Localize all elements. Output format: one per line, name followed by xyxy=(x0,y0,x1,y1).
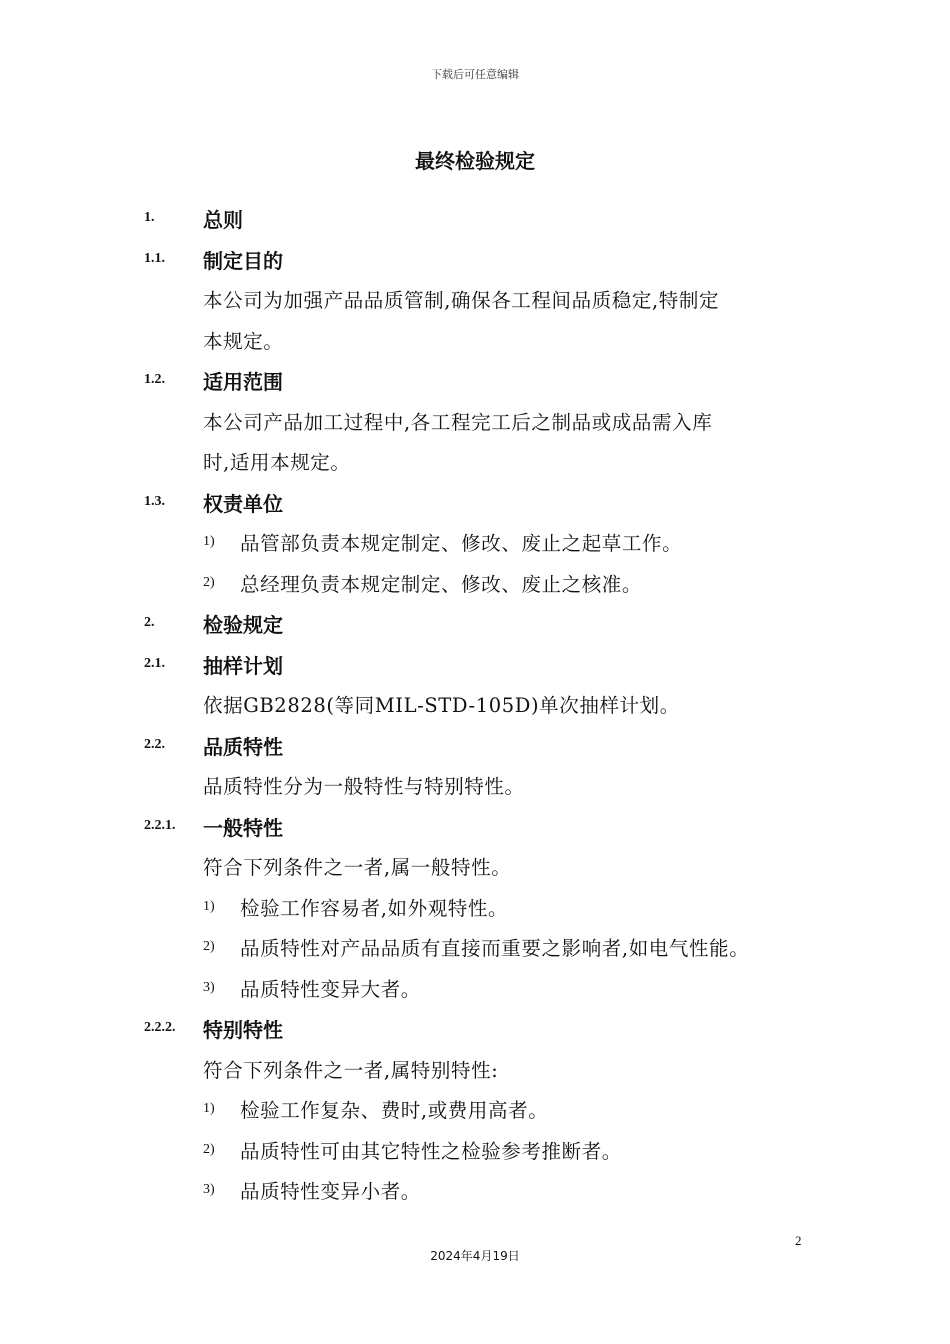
list-item xyxy=(144,927,844,968)
list-item-text: 品质特性对产品品质有直接而重要之影响者,如电气性能。 xyxy=(240,937,750,960)
list-item-number: 1) xyxy=(203,1101,215,1116)
list-item-text: 检验工作容易者,如外观特性。 xyxy=(240,896,509,920)
section-title: 品质特性 xyxy=(203,734,283,759)
section-number: 1.3. xyxy=(144,493,165,509)
list-item-text: 品质特性变异小者。 xyxy=(240,1180,421,1203)
list-item xyxy=(144,1130,844,1171)
section-title: 抽样计划 xyxy=(203,653,283,678)
paragraph-text: 符合下列条件之一者,属一般特性。 xyxy=(203,856,512,879)
section-title: 检验规定 xyxy=(203,613,283,637)
section-number: 2.2.1. xyxy=(144,817,176,833)
section-heading xyxy=(144,239,844,280)
list-item-text: 检验工作复杂、费时,或费用高者。 xyxy=(240,1099,549,1122)
list-item-number: 2) xyxy=(203,939,215,954)
list-item xyxy=(144,563,844,604)
page-header: 下载后可任意编辑 xyxy=(431,68,519,81)
document-body xyxy=(144,198,844,1211)
section-title: 适用范围 xyxy=(203,370,283,394)
paragraph-text: 品质特性分为一般特性与特别特性。 xyxy=(203,775,525,798)
list-item xyxy=(144,522,844,563)
paragraph-line xyxy=(144,1049,844,1090)
section-heading xyxy=(144,1008,844,1049)
section-heading xyxy=(144,482,844,523)
page-number: 2 xyxy=(795,1233,802,1248)
paragraph-text: 时,适用本规定。 xyxy=(203,451,351,474)
list-item-number: 1) xyxy=(203,534,215,549)
list-item-number: 3) xyxy=(203,1182,215,1197)
list-item-number: 1) xyxy=(203,898,215,914)
paragraph-line xyxy=(144,441,844,482)
paragraph-line xyxy=(144,320,844,361)
section-heading xyxy=(144,644,844,685)
list-item xyxy=(144,968,844,1009)
paragraph-text: 依据GB2828(等同MIL-STD-105D)单次抽样计划。 xyxy=(203,694,680,717)
paragraph-text: 本公司为加强产品品质管制,确保各工程间品质稳定,特制定 xyxy=(203,289,720,312)
list-item-number: 2) xyxy=(203,1141,215,1157)
paragraph-text: 本公司产品加工过程中,各工程完工后之制品或成品需入库 xyxy=(203,410,713,434)
paragraph-text: 符合下列条件之一者,属特别特性: xyxy=(203,1058,499,1082)
section-heading xyxy=(144,198,844,239)
section-number: 1.2. xyxy=(144,372,165,387)
paragraph-line xyxy=(144,846,844,887)
paragraph-line xyxy=(144,765,844,806)
paragraph-text: 本规定。 xyxy=(203,329,284,353)
section-number: 2.2. xyxy=(144,736,165,752)
section-heading xyxy=(144,725,844,766)
list-item xyxy=(144,1089,844,1130)
section-title: 制定目的 xyxy=(203,248,283,273)
footer-date: 2024年4月19日 xyxy=(430,1249,520,1263)
section-title: 特别特性 xyxy=(203,1018,283,1042)
section-title: 一般特性 xyxy=(203,815,283,840)
list-item-text: 总经理负责本规定制定、修改、废止之核准。 xyxy=(240,572,643,596)
section-title: 总则 xyxy=(203,208,243,232)
list-item-text: 品质特性变异大者。 xyxy=(240,977,421,1001)
section-heading xyxy=(144,603,844,644)
list-item xyxy=(144,887,844,928)
list-item-number: 3) xyxy=(203,979,215,995)
section-heading xyxy=(144,806,844,847)
paragraph-line xyxy=(144,401,844,442)
list-item-text: 品质特性可由其它特性之检验参考推断者。 xyxy=(240,1139,622,1163)
section-number: 2.2.2. xyxy=(144,1020,176,1035)
list-item-text: 品管部负责本规定制定、修改、废止之起草工作。 xyxy=(240,532,683,555)
section-number: 1. xyxy=(144,210,155,225)
paragraph-line xyxy=(144,684,844,725)
section-heading xyxy=(144,360,844,401)
list-item-number: 2) xyxy=(203,574,215,590)
section-number: 2.1. xyxy=(144,655,165,671)
section-title: 权责单位 xyxy=(203,491,283,516)
section-number: 2. xyxy=(144,615,155,630)
document-title: 最终检验规定 xyxy=(415,149,535,173)
section-number: 1.1. xyxy=(144,250,165,266)
list-item xyxy=(144,1170,844,1211)
paragraph-line xyxy=(144,279,844,320)
